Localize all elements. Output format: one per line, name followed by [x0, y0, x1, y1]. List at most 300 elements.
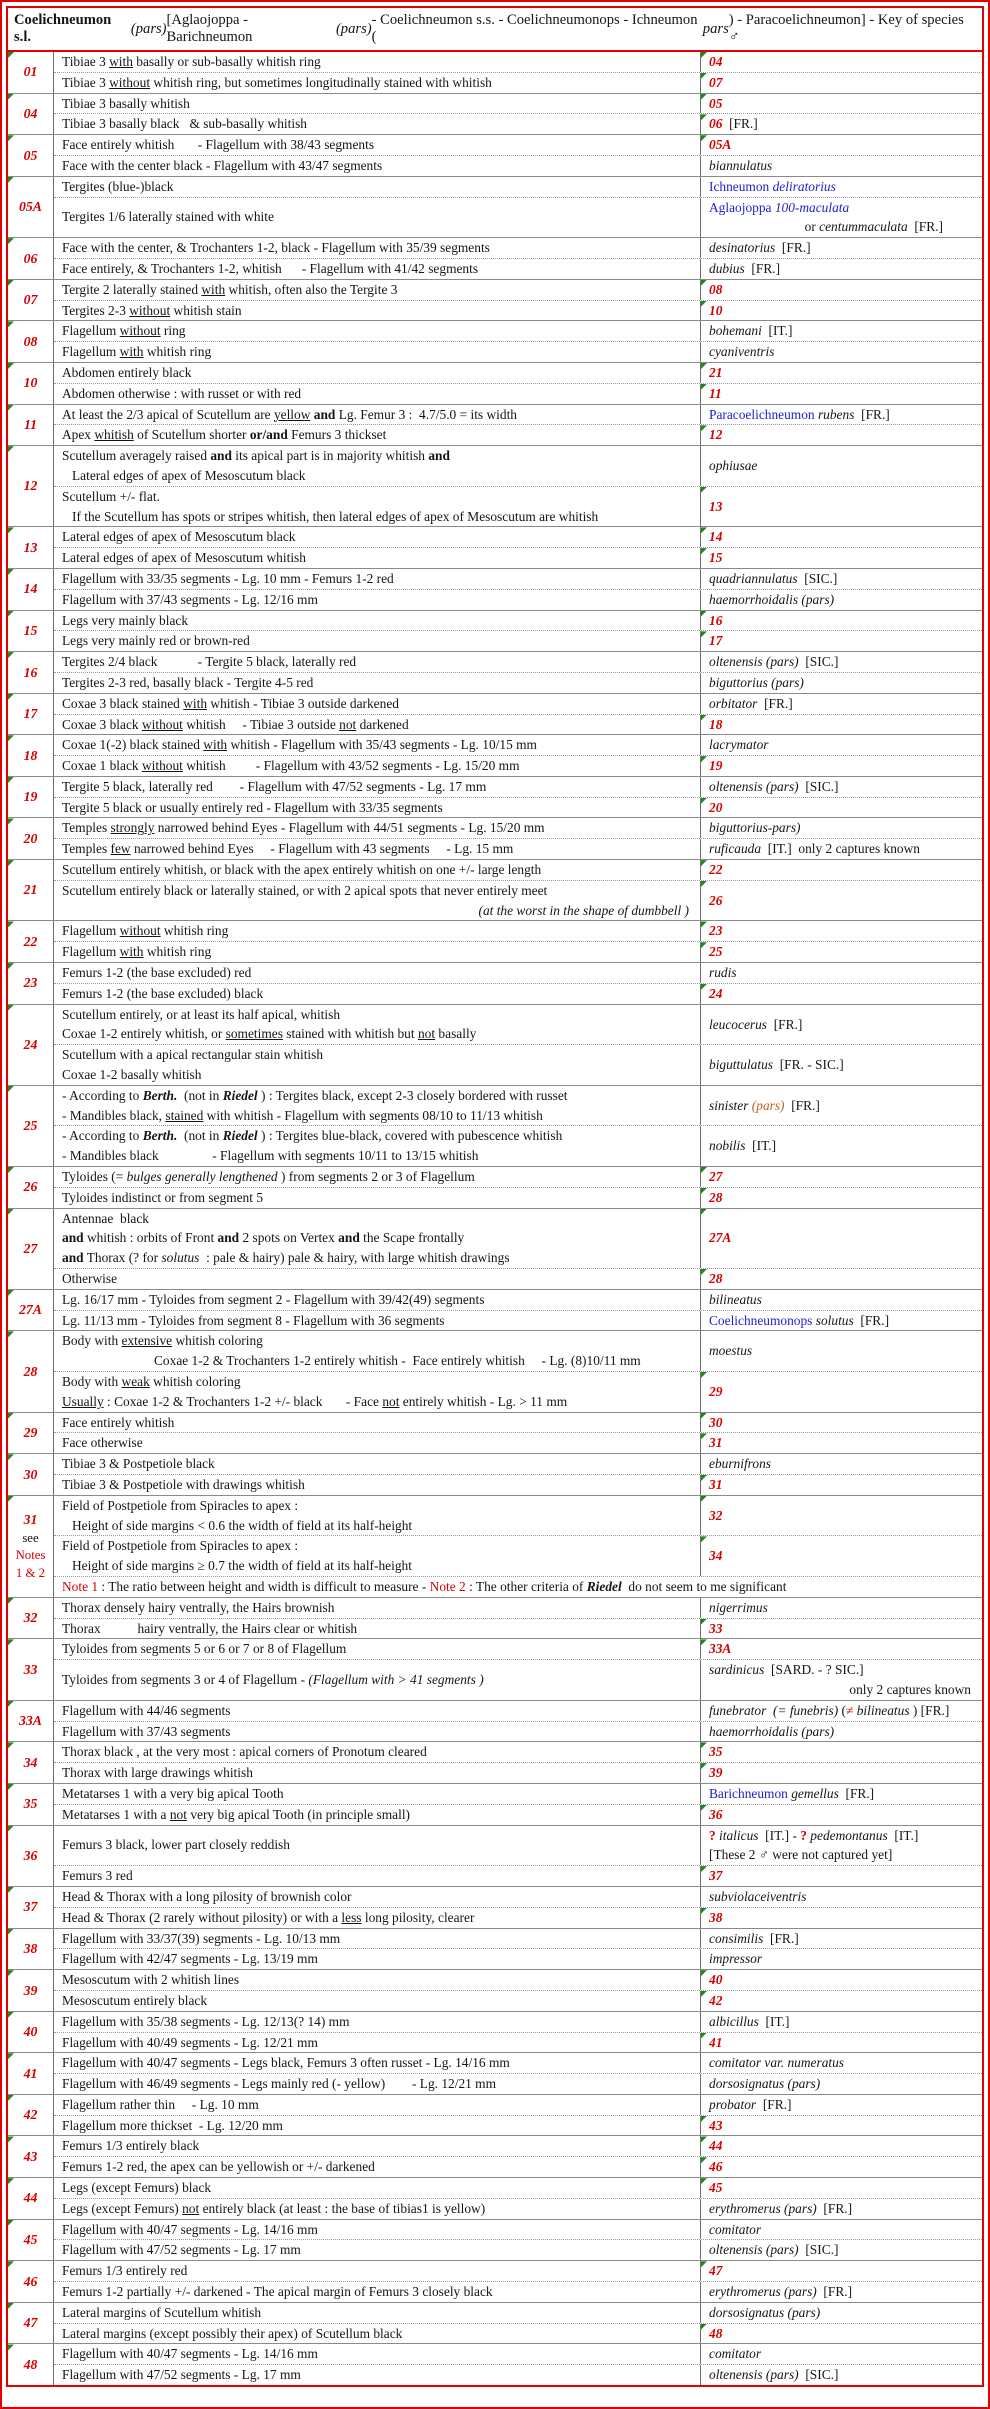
criteria-cell[interactable] — [54, 1311, 700, 1331]
criteria-cell[interactable] — [54, 2261, 700, 2281]
criteria-cell[interactable] — [54, 984, 700, 1004]
key-number-cell[interactable] — [8, 1826, 54, 1886]
result-cell[interactable] — [700, 756, 982, 776]
result-cell[interactable] — [700, 1826, 982, 1866]
criteria-cell[interactable] — [54, 673, 700, 693]
result-cell[interactable] — [700, 301, 982, 321]
result-cell[interactable] — [700, 1742, 982, 1762]
key-number-cell[interactable] — [8, 52, 54, 93]
result-cell[interactable] — [700, 860, 982, 880]
result-cell[interactable] — [700, 548, 982, 568]
criteria-cell[interactable] — [54, 2095, 700, 2115]
key-number-cell[interactable] — [8, 1005, 54, 1085]
key-number-cell[interactable] — [8, 527, 54, 568]
group-rows — [54, 694, 982, 735]
text-span: 29 — [23, 1424, 38, 1440]
result-cell[interactable] — [700, 2324, 982, 2344]
result-cell[interactable] — [700, 777, 982, 797]
key-number-cell[interactable] — [8, 1929, 54, 1970]
criteria-cell[interactable] — [54, 569, 700, 589]
key-number-cell[interactable] — [8, 860, 54, 920]
key-number-cell[interactable] — [8, 1639, 54, 1699]
result-cell[interactable] — [700, 1908, 982, 1928]
cell-corner-marker-icon — [701, 425, 707, 431]
criteria-cell[interactable] — [54, 1949, 700, 1969]
criteria-cell[interactable] — [54, 1005, 700, 1045]
criteria-cell[interactable] — [54, 1188, 700, 1208]
criteria-cell[interactable] — [54, 631, 700, 651]
criteria-cell[interactable] — [54, 1722, 700, 1742]
criteria-cell[interactable] — [54, 2344, 700, 2364]
result-cell[interactable] — [700, 2157, 982, 2177]
key-number-cell[interactable] — [8, 777, 54, 818]
table-row — [54, 2095, 982, 2115]
key-number-cell[interactable] — [8, 280, 54, 321]
criteria-cell[interactable] — [54, 860, 700, 880]
result-cell[interactable] — [700, 135, 982, 155]
criteria-cell[interactable] — [54, 548, 700, 568]
result-cell[interactable] — [700, 2178, 982, 2198]
criteria-cell[interactable] — [54, 1784, 700, 1804]
key-number-cell[interactable] — [8, 1598, 54, 1639]
result-cell[interactable] — [700, 446, 982, 486]
criteria-cell[interactable] — [54, 2157, 700, 2177]
result-cell[interactable] — [700, 321, 982, 341]
key-number-cell[interactable] — [8, 1454, 54, 1495]
result-cell[interactable] — [700, 1619, 982, 1639]
criteria-cell[interactable] — [54, 1413, 700, 1433]
result-cell[interactable] — [700, 2116, 982, 2136]
criteria-cell[interactable] — [54, 405, 700, 425]
key-number-cell[interactable] — [8, 363, 54, 404]
criteria-cell[interactable] — [54, 1536, 700, 1576]
cell-corner-marker-icon — [8, 921, 14, 927]
criteria-cell[interactable] — [54, 73, 700, 93]
result-cell[interactable] — [700, 2365, 982, 2385]
criteria-cell[interactable] — [54, 1086, 700, 1126]
key-number — [8, 1116, 53, 1136]
criteria-cell[interactable] — [54, 2136, 700, 2156]
text-span: sometimes — [225, 1026, 283, 1042]
criteria-cell[interactable] — [54, 238, 700, 258]
result-cell[interactable] — [700, 611, 982, 631]
key-number-cell[interactable] — [8, 963, 54, 1004]
cell-corner-marker-icon — [8, 405, 14, 411]
result-cell[interactable] — [700, 1949, 982, 1969]
criteria-cell[interactable] — [54, 259, 700, 279]
result-cell[interactable] — [700, 881, 982, 921]
result-cell[interactable] — [700, 1188, 982, 1208]
text-line — [62, 2199, 695, 2219]
key-number-cell[interactable] — [8, 694, 54, 735]
key-number-cell[interactable] — [8, 569, 54, 610]
key-number-cell[interactable] — [8, 321, 54, 362]
criteria-cell[interactable] — [54, 1598, 700, 1618]
criteria-cell[interactable] — [54, 280, 700, 300]
criteria-cell[interactable] — [54, 1660, 700, 1700]
result-cell[interactable] — [700, 280, 982, 300]
criteria-cell[interactable] — [54, 342, 700, 362]
result-cell[interactable] — [700, 1991, 982, 2011]
key-number-cell[interactable] — [8, 1331, 54, 1411]
result-cell[interactable] — [700, 631, 982, 651]
result-cell[interactable] — [700, 425, 982, 445]
criteria-cell[interactable] — [54, 1887, 700, 1907]
criteria-cell[interactable] — [54, 963, 700, 983]
criteria-cell[interactable] — [54, 1929, 700, 1949]
key-number-cell[interactable] — [8, 1496, 54, 1597]
key-number — [8, 2064, 53, 2084]
criteria-cell[interactable] — [54, 652, 700, 672]
group-rows — [54, 1887, 982, 1928]
table-row — [54, 300, 982, 321]
criteria-cell[interactable] — [54, 1167, 700, 1187]
result-cell[interactable] — [700, 1784, 982, 1804]
criteria-cell[interactable] — [54, 839, 700, 859]
criteria-cell[interactable] — [54, 694, 700, 714]
result-cell[interactable] — [700, 1413, 982, 1433]
cell-corner-marker-icon — [701, 1805, 707, 1811]
result-cell[interactable] — [700, 1454, 982, 1474]
result-cell[interactable] — [700, 1496, 982, 1536]
text-span: Coelichneumon s.l. — [14, 12, 112, 45]
result-cell[interactable] — [700, 73, 982, 93]
text-span: Thorax densely hairy ventrally, the Hairs brownish — [62, 1599, 335, 1615]
group-rows — [54, 363, 982, 404]
result-cell[interactable] — [700, 798, 982, 818]
criteria-cell[interactable] — [54, 2282, 700, 2302]
text-line — [709, 2074, 977, 2094]
result-cell[interactable] — [700, 1005, 982, 1045]
result-cell[interactable] — [700, 1086, 982, 1126]
criteria-cell[interactable] — [54, 1433, 700, 1453]
cell-corner-marker-icon — [701, 2136, 707, 2142]
criteria-cell[interactable] — [54, 798, 700, 818]
result-cell[interactable] — [700, 839, 982, 859]
cell-corner-marker-icon — [701, 2178, 707, 2184]
result-cell[interactable] — [700, 238, 982, 258]
result-cell[interactable] — [700, 1763, 982, 1783]
key-number-cell[interactable] — [8, 2136, 54, 2177]
result-cell[interactable] — [700, 259, 982, 279]
result-cell[interactable] — [700, 590, 982, 610]
result-cell[interactable] — [700, 1331, 982, 1371]
text-span: 11 — [23, 416, 38, 432]
key-number-cell[interactable] — [8, 135, 54, 176]
key-number — [8, 104, 53, 124]
key-number-cell[interactable] — [8, 1887, 54, 1928]
key-number-cell[interactable] — [8, 2178, 54, 2219]
criteria-cell[interactable] — [54, 2012, 700, 2032]
key-table — [8, 52, 982, 2385]
cell-corner-marker-icon — [701, 2157, 707, 2163]
key-number-cell[interactable] — [8, 735, 54, 776]
criteria-cell[interactable] — [54, 527, 700, 547]
table-row — [54, 714, 982, 735]
text-line — [709, 198, 977, 218]
key-group-43 — [8, 2135, 982, 2177]
text-span: 32 — [709, 1507, 723, 1523]
key-group-41 — [8, 2052, 982, 2094]
key-number-cell[interactable] — [8, 177, 54, 237]
key-number-cell[interactable] — [8, 2344, 54, 2385]
criteria-cell[interactable] — [54, 52, 700, 72]
criteria-cell[interactable] — [54, 1372, 700, 1412]
criteria-cell[interactable] — [54, 1454, 700, 1474]
key-number-cell[interactable] — [8, 238, 54, 279]
cell-corner-marker-icon — [701, 798, 707, 804]
criteria-cell[interactable] — [54, 1639, 700, 1659]
criteria-cell[interactable] — [54, 1805, 700, 1825]
key-number-cell[interactable] — [8, 405, 54, 446]
result-cell[interactable] — [700, 1433, 982, 1453]
key-number-cell[interactable] — [8, 2012, 54, 2053]
group-rows — [54, 1784, 982, 1825]
criteria-cell[interactable] — [54, 1826, 700, 1866]
criteria-cell[interactable] — [54, 1701, 700, 1721]
key-number-cell[interactable] — [8, 1784, 54, 1825]
result-cell[interactable] — [700, 2012, 982, 2032]
text-span: 48 — [709, 2325, 723, 2341]
criteria-cell[interactable] — [54, 135, 700, 155]
table-row — [54, 1331, 982, 1371]
key-number — [8, 787, 53, 807]
cell-corner-marker-icon — [701, 1167, 707, 1173]
key-number-cell[interactable] — [8, 818, 54, 859]
criteria-cell[interactable] — [54, 942, 700, 962]
criteria-cell[interactable] — [54, 2199, 700, 2219]
key-number — [8, 2272, 53, 2292]
table-row — [54, 611, 982, 631]
result-cell[interactable] — [700, 52, 982, 72]
criteria-cell[interactable] — [54, 590, 700, 610]
key-number-cell[interactable] — [8, 94, 54, 135]
criteria-cell[interactable] — [54, 735, 700, 755]
result-cell[interactable] — [700, 1475, 982, 1495]
result-cell[interactable] — [700, 1290, 982, 1310]
key-group-48 — [8, 2343, 982, 2385]
criteria-cell[interactable] — [54, 1496, 700, 1536]
result-cell[interactable] — [700, 1866, 982, 1886]
text-line — [62, 2136, 695, 2156]
result-cell[interactable] — [700, 1929, 982, 1949]
result-cell[interactable] — [700, 1660, 982, 1700]
result-cell[interactable] — [700, 1372, 982, 1412]
text-span: 20 — [709, 799, 723, 815]
result-cell[interactable] — [700, 2303, 982, 2323]
text-line — [62, 1392, 695, 1412]
result-cell[interactable] — [700, 735, 982, 755]
criteria-cell[interactable] — [54, 2365, 700, 2385]
result-cell[interactable] — [700, 198, 982, 238]
result-cell[interactable] — [700, 2261, 982, 2281]
result-cell[interactable] — [700, 963, 982, 983]
key-group-05 — [8, 134, 982, 176]
criteria-cell[interactable] — [54, 2116, 700, 2136]
key-number-cell[interactable] — [8, 2303, 54, 2344]
result-cell[interactable] — [700, 384, 982, 404]
criteria-cell[interactable] — [54, 2033, 700, 2053]
criteria-cell[interactable] — [54, 94, 700, 114]
result-cell[interactable] — [700, 1536, 982, 1576]
result-cell[interactable] — [700, 1126, 982, 1166]
result-cell[interactable] — [700, 673, 982, 693]
criteria-cell[interactable] — [54, 2178, 700, 2198]
criteria-cell[interactable] — [54, 2240, 700, 2260]
criteria-cell[interactable] — [54, 1619, 700, 1639]
table-row — [54, 1865, 982, 1886]
result-cell[interactable] — [700, 2240, 982, 2260]
key-number-cell[interactable] — [8, 2261, 54, 2302]
criteria-cell[interactable] — [54, 425, 700, 445]
result-cell[interactable] — [700, 177, 982, 197]
criteria-cell[interactable] — [54, 2074, 700, 2094]
criteria-cell[interactable] — [54, 2053, 700, 2073]
criteria-cell[interactable] — [54, 715, 700, 735]
text-span: Scutellum entirely whitish, or black with the apex entirely whitish on one +/- large length — [62, 862, 542, 878]
key-number-cell[interactable] — [8, 1167, 54, 1208]
key-number-cell[interactable] — [8, 611, 54, 652]
criteria-cell[interactable] — [54, 156, 700, 176]
text-span: 05 — [23, 147, 38, 163]
result-cell[interactable] — [700, 1598, 982, 1618]
result-cell[interactable] — [700, 487, 982, 527]
result-cell[interactable] — [700, 342, 982, 362]
result-cell[interactable] — [700, 2053, 982, 2073]
note-cell[interactable] — [54, 1577, 982, 1597]
result-cell[interactable] — [700, 1701, 982, 1721]
criteria-cell[interactable] — [54, 2324, 700, 2344]
cell-corner-marker-icon — [8, 1290, 14, 1296]
criteria-cell[interactable] — [54, 1269, 700, 1289]
key-number-cell[interactable] — [8, 1209, 54, 1289]
key-number-cell[interactable] — [8, 446, 54, 526]
criteria-cell[interactable] — [54, 1742, 700, 1762]
criteria-cell[interactable] — [54, 1908, 700, 1928]
criteria-cell[interactable] — [54, 301, 700, 321]
result-cell[interactable] — [700, 2033, 982, 2053]
key-number-cell[interactable] — [8, 1970, 54, 2011]
text-span: Face with the center, & Trochanters 1-2, black - Flagellum with 35/39 segments — [62, 240, 490, 256]
result-cell[interactable] — [700, 1970, 982, 1990]
criteria-cell[interactable] — [54, 1475, 700, 1495]
criteria-cell[interactable] — [54, 114, 700, 134]
text-span: Lg. 16/17 mm - Tyloides from segment 2 - Flagellum with 39/42(49) segments — [62, 1291, 485, 1307]
criteria-cell[interactable] — [54, 487, 700, 527]
result-cell[interactable] — [700, 2095, 982, 2115]
criteria-cell[interactable] — [54, 1209, 700, 1268]
result-cell[interactable] — [700, 921, 982, 941]
key-number-cell[interactable] — [8, 1701, 54, 1742]
result-cell[interactable] — [700, 818, 982, 838]
result-cell[interactable] — [700, 1045, 982, 1085]
result-cell[interactable] — [700, 527, 982, 547]
criteria-cell[interactable] — [54, 1991, 700, 2011]
result-cell[interactable] — [700, 363, 982, 383]
text-line — [709, 1167, 977, 1187]
criteria-cell[interactable] — [54, 446, 700, 486]
result-cell[interactable] — [700, 2220, 982, 2240]
result-cell[interactable] — [700, 942, 982, 962]
criteria-cell[interactable] — [54, 777, 700, 797]
result-cell[interactable] — [700, 1167, 982, 1187]
text-span: deliratorius — [769, 178, 836, 194]
cell-corner-marker-icon — [701, 2261, 707, 2267]
criteria-cell[interactable] — [54, 1126, 700, 1166]
key-number-cell[interactable] — [8, 2220, 54, 2261]
key-number-cell[interactable] — [8, 2095, 54, 2136]
result-cell[interactable] — [700, 2136, 982, 2156]
text-span: subviolaceiventris — [709, 1888, 807, 1904]
result-cell[interactable] — [700, 2199, 982, 2219]
result-cell[interactable] — [700, 652, 982, 672]
text-span: pars — [702, 20, 729, 37]
text-span: Coxae 3 black — [62, 716, 142, 732]
criteria-cell[interactable] — [54, 2303, 700, 2323]
criteria-cell[interactable] — [54, 321, 700, 341]
key-number-cell[interactable] — [8, 921, 54, 962]
criteria-cell[interactable] — [54, 384, 700, 404]
key-group-22 — [8, 920, 982, 962]
criteria-cell[interactable] — [54, 198, 700, 238]
result-cell[interactable] — [700, 1639, 982, 1659]
result-cell[interactable] — [700, 569, 982, 589]
text-span: Metatarses 1 with a very big apical Tooth — [62, 1785, 284, 1801]
criteria-cell[interactable] — [54, 881, 700, 921]
result-cell[interactable] — [700, 2074, 982, 2094]
result-cell[interactable] — [700, 405, 982, 425]
criteria-cell[interactable] — [54, 921, 700, 941]
criteria-cell[interactable] — [54, 611, 700, 631]
result-cell[interactable] — [700, 694, 982, 714]
table-row — [54, 1268, 982, 1289]
result-cell[interactable] — [700, 1887, 982, 1907]
text-span: 12 — [23, 478, 38, 494]
result-cell[interactable] — [700, 2282, 982, 2302]
criteria-cell[interactable] — [54, 1970, 700, 1990]
key-group-06 — [8, 237, 982, 279]
criteria-cell[interactable] — [54, 1866, 700, 1886]
key-number-cell[interactable] — [8, 2053, 54, 2094]
criteria-cell[interactable] — [54, 1331, 700, 1371]
result-cell[interactable] — [700, 1311, 982, 1331]
text-span: basally or sub-basally whitish ring — [132, 54, 321, 69]
criteria-cell[interactable] — [54, 818, 700, 838]
result-cell[interactable] — [700, 156, 982, 176]
result-cell[interactable] — [700, 715, 982, 735]
key-number-cell[interactable] — [8, 1086, 54, 1166]
result-cell[interactable] — [700, 2344, 982, 2364]
criteria-cell[interactable] — [54, 1290, 700, 1310]
result-cell[interactable] — [700, 1805, 982, 1825]
criteria-cell[interactable] — [54, 1763, 700, 1783]
result-cell[interactable] — [700, 94, 982, 114]
criteria-cell[interactable] — [54, 756, 700, 776]
criteria-cell[interactable] — [54, 1045, 700, 1085]
criteria-cell[interactable] — [54, 177, 700, 197]
result-cell[interactable] — [700, 114, 982, 134]
key-number-cell[interactable] — [8, 1742, 54, 1783]
key-number-cell[interactable] — [8, 1290, 54, 1331]
result-cell[interactable] — [700, 1722, 982, 1742]
key-number-cell[interactable] — [8, 652, 54, 693]
criteria-cell[interactable] — [54, 363, 700, 383]
result-cell[interactable] — [700, 1209, 982, 1268]
result-cell[interactable] — [700, 1269, 982, 1289]
criteria-cell[interactable] — [54, 2220, 700, 2240]
result-cell[interactable] — [700, 984, 982, 1004]
key-number-cell[interactable] — [8, 1413, 54, 1454]
